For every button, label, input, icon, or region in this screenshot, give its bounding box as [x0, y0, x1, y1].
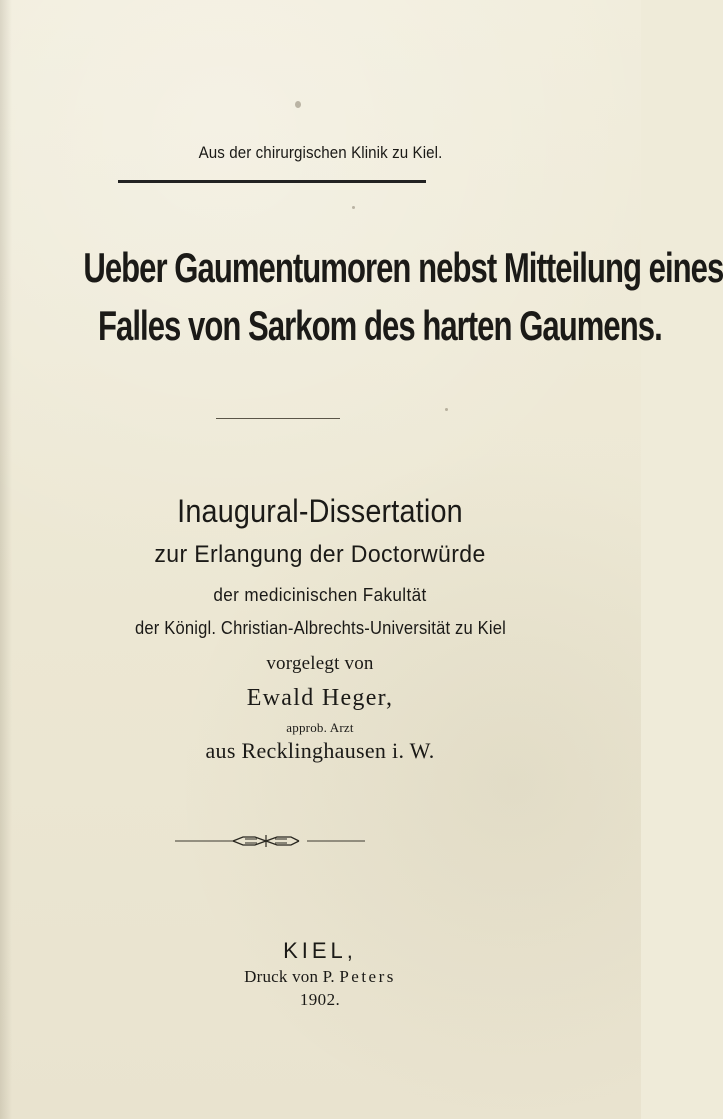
clinic-heading-underline — [118, 180, 426, 183]
typographic-ornament — [175, 832, 365, 850]
section-divider — [216, 418, 340, 419]
author-origin: aus Recklinghausen i. W. — [205, 738, 435, 763]
author-name: Ewald Heger, — [246, 685, 394, 711]
page-left-edge-shadow — [0, 0, 12, 1119]
purpose-line: zur Erlangung der Doctorwürde — [154, 541, 486, 568]
faculty-line: der medicinischen Fakultät — [213, 585, 427, 605]
publication-year: 1902. — [299, 990, 341, 1009]
presented-by-line: vorgelegt von — [266, 653, 374, 674]
paper-speck — [352, 206, 355, 209]
printer-prefix: Druck von P. — [244, 967, 335, 986]
title-line-1: Ueber Gaumentumoren nebst Mitteilung eines — [83, 244, 723, 291]
printer-line — [180, 967, 460, 987]
publication-place: KIEL, — [283, 938, 357, 963]
author-status: approb. Arzt — [286, 720, 354, 735]
title-line-2: Falles von Sarkom des harten Gaumens. — [98, 302, 662, 349]
printer-name: Peters — [339, 967, 396, 986]
university-line: der Königl. Christian-Albrechts-Universität zu Kiel — [134, 618, 507, 638]
paper-speck — [445, 408, 448, 411]
paper-speck — [295, 101, 301, 108]
dissertation-label: Inaugural-Dissertation — [177, 493, 463, 529]
clinic-heading: Aus der chirurgischen Klinik zu Kiel. — [198, 143, 443, 162]
